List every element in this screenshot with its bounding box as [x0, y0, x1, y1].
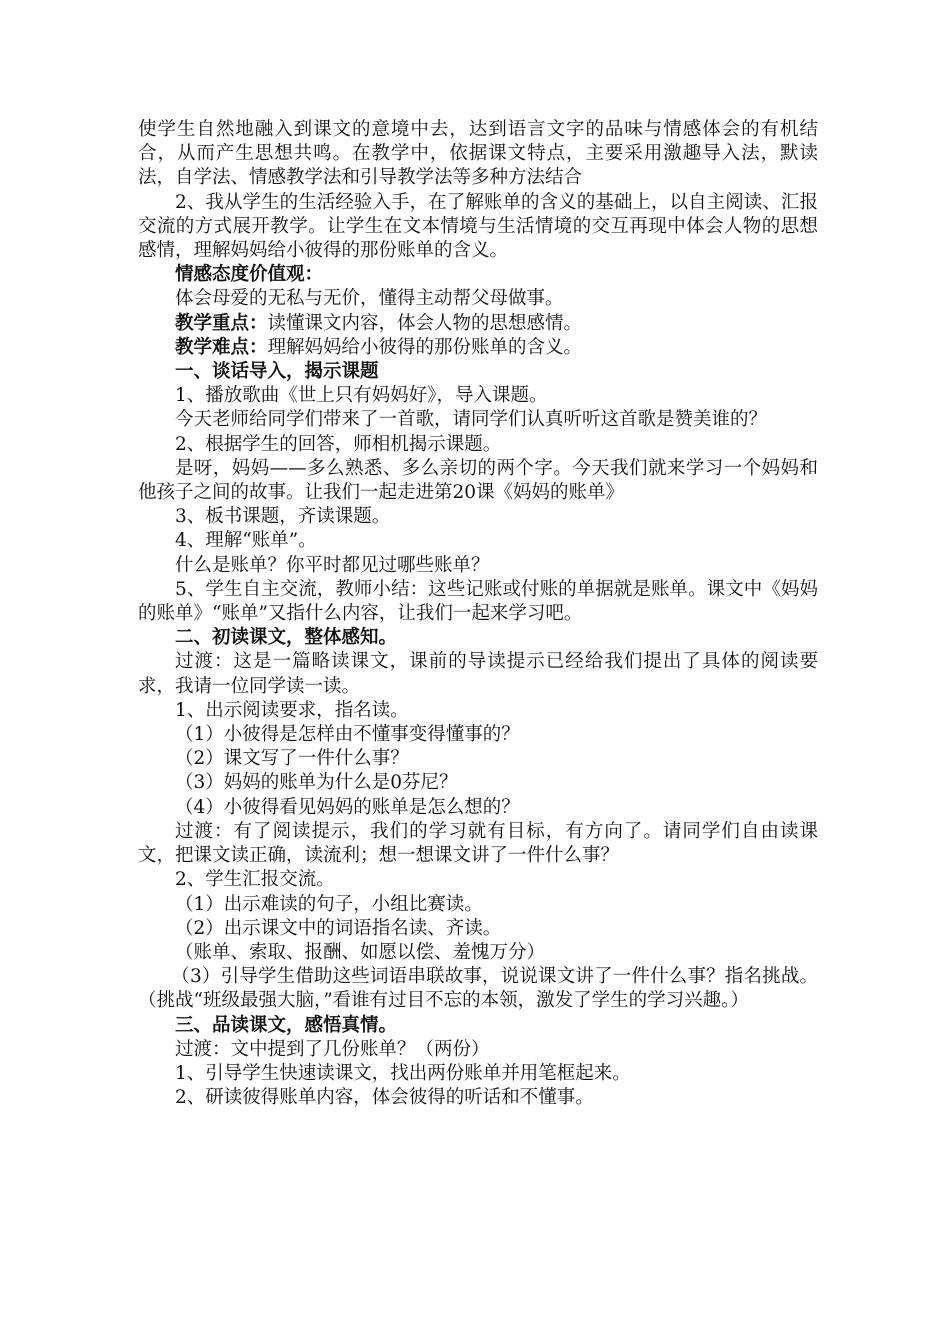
paragraph-step-1-2: 2、根据学生的回答，师相机揭示课题。	[175, 433, 502, 455]
paragraph-teaching-focus	[138, 312, 818, 336]
paragraph-teaching-difficulty	[138, 336, 818, 360]
paragraph-step-1-1: 1、播放歌曲《世上只有妈妈好》，导入课题。	[175, 385, 548, 407]
section-heading-3: 三、品读课文，感悟真情。	[175, 1014, 398, 1036]
paragraph-song-question: 今天老师给同学们带来了一首歌，请同学们认真听听这首歌是赞美谁的？	[175, 409, 768, 431]
paragraph-step-2-1: 1、出示阅读要求，指名读。	[175, 699, 409, 721]
paragraph-step-3-1: 1、引导学生快速读课文，找出两份账单并用笔框起来。	[175, 1062, 631, 1084]
paragraph-transition-3: 过渡：文中提到了几份账单？（两份）	[175, 1038, 490, 1060]
paragraph-step-1-3: 3、板书课题，齐读课题。	[175, 506, 391, 528]
question-2: （2）课文写了一件什么事？	[175, 748, 409, 770]
paragraph-emotion-values: 体会母爱的无私与无价，懂得主动帮父母做事。	[175, 288, 564, 310]
paragraph-method-2: 2、我从学生的生活经验入手，在了解账单的含义的基础上，以自主阅读、汇报交流的方式展开教学。让学生在文本情境与生活情境的交互再现中体会人物的思想感情，理解妈妈给小彼得的那份账单的含义。	[138, 191, 818, 262]
section-heading-1: 一、谈话导入，揭示课题	[175, 361, 379, 383]
paragraph-step-2-2: 2、学生汇报交流。	[175, 869, 335, 891]
question-3: （3）妈妈的账单为什么是0芬尼？	[175, 772, 458, 794]
paragraph-step-2-2-1: （1）出示难读的句子，小组比赛读。	[175, 893, 483, 915]
label-teaching-difficulty: 教学难点：	[175, 336, 268, 358]
text-teaching-focus: 读懂课文内容，体会人物的思想感情。	[267, 312, 583, 334]
paragraph-step-2-2-2: （2）出示课文中的词语指名读、齐读。	[175, 917, 502, 939]
label-teaching-focus: 教学重点：	[175, 312, 268, 334]
paragraph-step-1-5: 5、学生自主交流，教师小结：这些记账或付账的单据就是账单。课文中《妈妈的账单》“账单”又指什么内容，让我们一起来学习吧。	[138, 578, 818, 625]
question-4: （4）小彼得看见妈妈的账单是怎么想的？	[175, 796, 520, 818]
heading-emotion-values: 情感态度价值观：	[175, 264, 324, 286]
section-heading-2: 二、初读课文，整体感知。	[175, 627, 398, 649]
paragraph-transition-2: 过渡：有了阅读提示，我们的学习就有目标，有方向了。请同学们自由读课文，把课文读正确，读流利；想一想课文讲了一件什么事？	[138, 820, 818, 867]
paragraph-vocabulary: （账单、索取、报酬、如愿以偿、羞愧万分）	[175, 941, 546, 963]
question-1: （1）小彼得是怎样由不懂事变得懂事的？	[175, 724, 520, 746]
paragraph-step-3-2: 2、研读彼得账单内容，体会彼得的听话和不懂事。	[175, 1087, 594, 1109]
paragraph-transition-1: 过渡：这是一篇略读课文，课前的导读提示已经给我们提出了具体的阅读要求，我请一位同学读一读。	[138, 651, 818, 697]
text-teaching-difficulty: 理解妈妈给小彼得的那份账单的含义。	[267, 336, 583, 358]
paragraph-step-2-2-3: （3）引导学生借助这些词语串联故事，说说课文讲了一件什么事？指名挑战。（挑战“班级最强大脑，”看谁有过目不忘的本领，激发了学生的学习兴趣。）	[138, 966, 818, 1012]
paragraph-bill-question: 什么是账单？你平时都见过哪些账单？	[175, 554, 490, 576]
paragraph-step-1-4: 4、理解“账单”。	[175, 530, 317, 552]
paragraph-mother-intro: 是呀，妈妈——多么熟悉、多么亲切的两个字。今天我们就来学习一个妈妈和他孩子之间的故事。让我们一起走进第20课《妈妈的账单》	[138, 457, 818, 504]
document-page	[138, 118, 818, 1110]
paragraph-method-intro: 使学生自然地融入到课文的意境中去，达到语言文字的品味与情感体会的有机结合，从而产生思想共鸣。在教学中，依据课文特点，主要采用激趣导入法，默读法，自学法、情感教学法和引导教学法等多种方法结合	[138, 119, 818, 189]
